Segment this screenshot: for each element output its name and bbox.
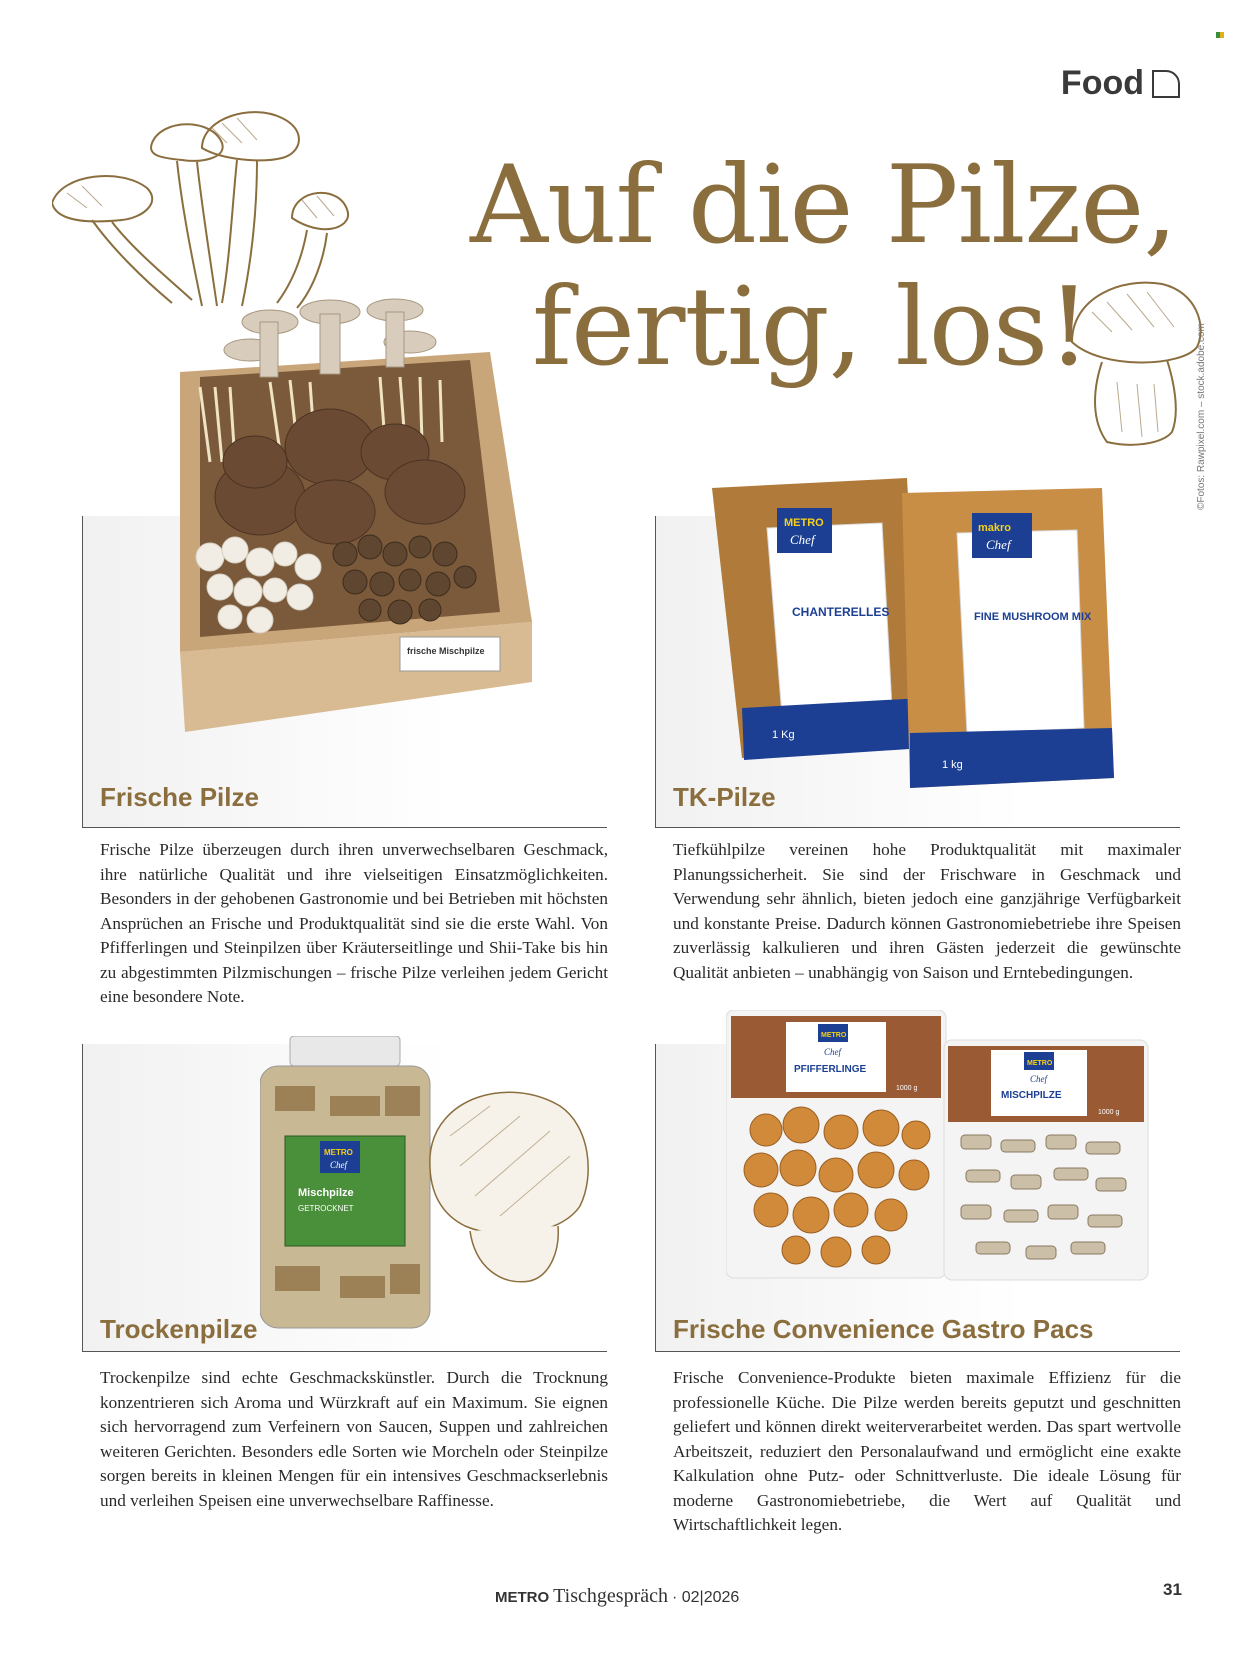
- bag-1-weight: 1 Kg: [772, 729, 795, 741]
- footer-issue: · 02|2026: [671, 1589, 740, 1606]
- pack-1-brand: METRO: [821, 1032, 847, 1039]
- pack-1-name: PFIFFERLINGE: [794, 1064, 867, 1075]
- pack-2-weight: 1000 g: [1098, 1109, 1120, 1116]
- jar-sub: Chef: [330, 1160, 347, 1170]
- footer-brand: METRO: [495, 1589, 550, 1606]
- panel-title-dried: Trockenpilze: [100, 1314, 258, 1344]
- page-corner-icon: [1152, 70, 1180, 98]
- pack-2-brand: METRO: [1027, 1060, 1053, 1067]
- bag-2-name: FINE MUSHROOM MIX: [974, 611, 1092, 623]
- photo-credit: ©Fotos: Rawpixel.com – stock.adobe.com: [1196, 323, 1207, 510]
- frozen-mushroom-bags-image: [712, 478, 1114, 794]
- jar-tag: GETROCKNET: [298, 1204, 354, 1213]
- bag-1-name: CHANTERELLES: [792, 605, 890, 619]
- section-label-text: Food: [1060, 64, 1144, 102]
- panel-title-frozen: TK-Pilze: [673, 782, 776, 812]
- section-label: [1061, 64, 1180, 103]
- footer-magazine: Tischgespräch: [553, 1585, 668, 1607]
- jar-brand: METRO: [324, 1148, 353, 1157]
- color-mark: [1216, 32, 1224, 38]
- bag-2-brand: makro: [978, 522, 1012, 534]
- panel-body-frozen: Tiefkühlpilze vereinen hohe Produktqualität mit maximaler Planungssicherheit. Sie sind der Frischware in Geschmack und Verwendung sehr ähnlich, bieten jedoch eine ganzjährige Verfügbarkeit und konstante Preise. Dadurch können Gastronomiebetriebe ihre Speisen zuverlässig kalkulieren und ihren Gästen jederzeit die gewünschte Qualität anbieten – unabhängig von Saison und Erntebedingungen.: [673, 840, 1181, 982]
- crate-label: frische Mischpilze: [407, 646, 485, 656]
- bag-2-sub: Chef: [986, 537, 1011, 552]
- pack-1-weight: 1000 g: [896, 1085, 918, 1092]
- panel-body-dried: Trockenpilze sind echte Geschmackskünstler. Durch die Trocknung konzentrieren sich Aroma und Würzkraft auf ein Maximum. Sie eignen sich hervorragend zum Verfeinern von Saucen, Suppen und zahlreichen weiteren Gerichten. Besonders edle Sorten wie Morcheln oder Steinpilze sorgen bereits in kleinen Mengen für ein intensives Geschmackserlebnis und verleihen Speisen eine unverwechselbare Raffinesse.: [100, 1368, 608, 1510]
- bag-1-brand: METRO: [784, 517, 824, 529]
- headline-line-1: Auf die Pilze,: [470, 143, 1177, 268]
- bag-1-sub: Chef: [790, 532, 815, 547]
- panel-body-convenience: Frische Convenience-Produkte bieten maximale Effizienz für die professionelle Küche. Die Pilze werden bereits geputzt und geschnitten geliefert und können direkt weiterverarbeitet werden. Das spart wertvolle Arbeitszeit, reduziert den Personalaufwand und ermöglicht eine exakte Kalkulation ohne Putz- oder Schnittverluste. Die ideale Lösung für moderne Gastronomiebetriebe, die Wert auf Qualität und Wirtschaftlichkeit legen.: [673, 1368, 1181, 1534]
- mushroom-crate-image: [160, 292, 532, 732]
- jar-name: Mischpilze: [298, 1187, 354, 1199]
- mushroom-sketch-illustration: [52, 88, 352, 318]
- headline-line-2: fertig, los!: [532, 265, 1090, 390]
- pack-1-sub: Chef: [824, 1047, 841, 1057]
- bag-2-weight: 1 kg: [942, 759, 963, 771]
- panel-body-fresh: Frische Pilze überzeugen durch ihren unverwechselbaren Geschmack, ihre natürliche Qualität und ihre vielseitigen Einsatzmöglichkeiten. Besonders in der gehobenen Gastronomie und bei Betrieben mit höchsten Ansprüchen an Frische und Produktqualität sind sie die erste Wahl. Von Pfifferlingen und Steinpilzen über Kräuterseitlinge und Shii-Take bis hin zu abgestimmten Pilzmischungen – frische Pilze verleihen jedem Gericht eine besondere Note.: [100, 840, 608, 1006]
- dried-mushroom-jar-image: [260, 1036, 600, 1332]
- pack-2-name: MISCHPILZE: [1001, 1090, 1062, 1101]
- porcini-sketch-illustration: [1062, 272, 1210, 448]
- pack-2-sub: Chef: [1030, 1074, 1047, 1084]
- convenience-pack-image: [726, 1010, 1152, 1284]
- panel-title-fresh: Frische Pilze: [100, 782, 259, 812]
- page-number: 31: [1163, 1580, 1182, 1599]
- footer: [495, 1585, 739, 1608]
- panel-title-convenience: Frische Convenience Gastro Pacs: [673, 1314, 1094, 1344]
